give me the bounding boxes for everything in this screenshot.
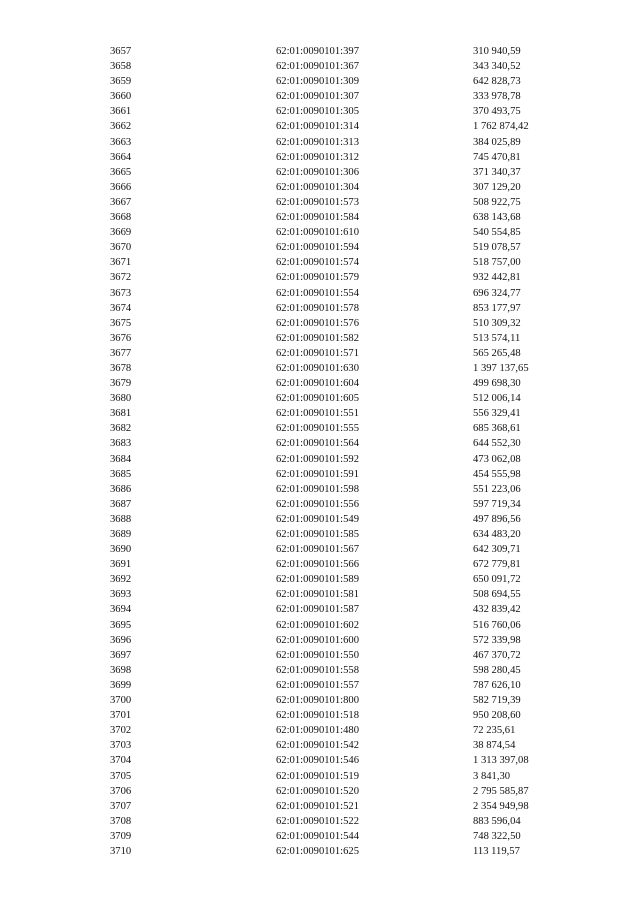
table-row xyxy=(0,406,640,421)
cadastral-value: 508 694,55 xyxy=(473,589,521,601)
cadastral-value: 787 626,10 xyxy=(473,679,521,691)
cadastral-number: 62:01:0090101:592 xyxy=(276,453,359,465)
table-row xyxy=(0,391,640,406)
cadastral-value: 310 940,59 xyxy=(473,46,521,57)
cadastral-value: 513 574,11 xyxy=(473,332,521,344)
cadastral-value: 473 062,08 xyxy=(473,453,521,465)
row-number: 3695 xyxy=(110,619,132,631)
cadastral-value: 343 340,52 xyxy=(473,61,521,73)
cadastral-number: 62:01:0090101:313 xyxy=(276,136,359,148)
cadastral-value: 432 839,42 xyxy=(473,604,521,616)
table-row xyxy=(0,210,640,225)
cadastral-value: 551 223,06 xyxy=(473,483,521,495)
table-row xyxy=(0,708,640,723)
table-row xyxy=(0,602,640,617)
row-number: 3665 xyxy=(110,166,132,178)
row-number: 3671 xyxy=(110,257,132,269)
table-row xyxy=(0,331,640,346)
cadastral-value: 572 339,98 xyxy=(473,634,521,646)
cadastral-number: 62:01:0090101:520 xyxy=(276,785,359,797)
cadastral-number: 62:01:0090101:521 xyxy=(276,800,359,812)
cadastral-value: 672 779,81 xyxy=(473,559,521,571)
table-row xyxy=(0,527,640,542)
cadastral-number: 62:01:0090101:312 xyxy=(276,151,359,163)
table-row xyxy=(0,542,640,557)
cadastral-number: 62:01:0090101:581 xyxy=(276,589,359,601)
cadastral-value: 371 340,37 xyxy=(473,166,521,178)
table-row xyxy=(0,316,640,331)
table-row xyxy=(0,678,640,693)
cadastral-value: 696 324,77 xyxy=(473,287,521,299)
row-number: 3692 xyxy=(110,574,132,586)
cadastral-value: 512 006,14 xyxy=(473,393,521,405)
table-row xyxy=(0,587,640,602)
cadastral-value: 644 552,30 xyxy=(473,438,521,450)
cadastral-number: 62:01:0090101:551 xyxy=(276,408,359,420)
row-number: 3702 xyxy=(110,725,132,737)
table-row xyxy=(0,723,640,738)
cadastral-value: 634 483,20 xyxy=(473,529,521,540)
cadastral-value: 384 025,89 xyxy=(473,136,521,148)
cadastral-number: 62:01:0090101:307 xyxy=(276,91,359,103)
cadastral-number: 62:01:0090101:610 xyxy=(276,227,359,239)
row-number: 3666 xyxy=(110,181,132,193)
cadastral-value: 883 596,04 xyxy=(473,815,521,827)
row-number: 3698 xyxy=(110,664,132,676)
row-number: 3697 xyxy=(110,649,132,661)
table-row xyxy=(0,663,640,678)
cadastral-number: 62:01:0090101:573 xyxy=(276,196,359,208)
cadastral-number: 62:01:0090101:309 xyxy=(276,76,359,88)
cadastral-value: 685 368,61 xyxy=(473,423,521,435)
cadastral-number: 62:01:0090101:542 xyxy=(276,740,359,752)
cadastral-value: 370 493,75 xyxy=(473,106,521,118)
table-row xyxy=(0,286,640,301)
row-number: 3677 xyxy=(110,347,132,359)
cadastral-number: 62:01:0090101:571 xyxy=(276,347,359,359)
row-number: 3667 xyxy=(110,196,132,208)
cadastral-value: 519 078,57 xyxy=(473,242,521,254)
row-number: 3681 xyxy=(110,408,132,420)
table-row xyxy=(0,693,640,708)
row-number: 3676 xyxy=(110,332,132,344)
cadastral-number: 62:01:0090101:544 xyxy=(276,830,359,842)
table-row xyxy=(0,512,640,527)
cadastral-number: 62:01:0090101:582 xyxy=(276,332,359,344)
table-row xyxy=(0,844,640,859)
cadastral-value: 113 119,57 xyxy=(473,845,520,857)
cadastral-number: 62:01:0090101:518 xyxy=(276,710,359,722)
row-number: 3684 xyxy=(110,453,132,465)
cadastral-value: 508 922,75 xyxy=(473,196,521,208)
row-number: 3662 xyxy=(110,121,132,133)
cadastral-number: 62:01:0090101:314 xyxy=(276,121,359,133)
cadastral-number: 62:01:0090101:585 xyxy=(276,529,359,540)
table-row xyxy=(0,753,640,768)
table-row xyxy=(0,165,640,180)
table-row xyxy=(0,59,640,74)
cadastral-value: 38 874,54 xyxy=(473,740,516,752)
row-number: 3658 xyxy=(110,61,132,73)
row-number: 3670 xyxy=(110,242,132,254)
table-row xyxy=(0,814,640,829)
row-number: 3696 xyxy=(110,634,132,646)
cadastral-number: 62:01:0090101:519 xyxy=(276,770,359,782)
cadastral-value: 745 470,81 xyxy=(473,151,521,163)
row-number: 3700 xyxy=(110,695,132,707)
cadastral-number: 62:01:0090101:549 xyxy=(276,513,359,525)
table-row xyxy=(0,572,640,587)
table-row xyxy=(0,738,640,753)
table-row xyxy=(0,769,640,784)
row-number: 3680 xyxy=(110,393,132,405)
cadastral-number: 62:01:0090101:800 xyxy=(276,695,359,707)
cadastral-value: 510 309,32 xyxy=(473,317,521,329)
table-row xyxy=(0,784,640,799)
cadastral-number: 62:01:0090101:546 xyxy=(276,755,359,767)
cadastral-value: 638 143,68 xyxy=(473,212,521,224)
row-number: 3679 xyxy=(110,378,132,390)
cadastral-value: 333 978,78 xyxy=(473,91,521,103)
cadastral-value: 307 129,20 xyxy=(473,181,521,193)
cadastral-value: 853 177,97 xyxy=(473,302,521,314)
table-row xyxy=(0,225,640,240)
cadastral-number: 62:01:0090101:558 xyxy=(276,664,359,676)
cadastral-value: 932 442,81 xyxy=(473,272,521,284)
cadastral-number: 62:01:0090101:602 xyxy=(276,619,359,631)
table-row xyxy=(0,799,640,814)
table-row xyxy=(0,135,640,150)
cadastral-number: 62:01:0090101:589 xyxy=(276,574,359,586)
row-number: 3663 xyxy=(110,136,132,148)
cadastral-number: 62:01:0090101:579 xyxy=(276,272,359,284)
cadastral-number: 62:01:0090101:367 xyxy=(276,61,359,73)
table-row xyxy=(0,452,640,467)
cadastral-value: 950 208,60 xyxy=(473,710,521,722)
cadastral-number: 62:01:0090101:604 xyxy=(276,378,359,390)
table-row xyxy=(0,74,640,89)
table-row xyxy=(0,44,640,59)
cadastral-number: 62:01:0090101:584 xyxy=(276,212,359,224)
cadastral-number: 62:01:0090101:522 xyxy=(276,815,359,827)
table-row xyxy=(0,618,640,633)
table-row xyxy=(0,180,640,195)
table-row xyxy=(0,195,640,210)
cadastral-number: 62:01:0090101:554 xyxy=(276,287,359,299)
table-row xyxy=(0,467,640,482)
cadastral-value: 1 313 397,08 xyxy=(473,755,529,767)
cadastral-value: 642 309,71 xyxy=(473,544,521,556)
cadastral-value: 598 280,45 xyxy=(473,664,521,676)
row-number: 3707 xyxy=(110,800,132,812)
cadastral-number: 62:01:0090101:600 xyxy=(276,634,359,646)
row-number: 3675 xyxy=(110,317,132,329)
row-number: 3703 xyxy=(110,740,132,752)
row-number: 3690 xyxy=(110,544,132,556)
cadastral-value: 565 265,48 xyxy=(473,347,521,359)
cadastral-value: 650 091,72 xyxy=(473,574,521,586)
cadastral-value: 1 397 137,65 xyxy=(473,362,529,374)
table-row xyxy=(0,557,640,572)
cadastral-value: 518 757,00 xyxy=(473,257,521,269)
table-row xyxy=(0,633,640,648)
row-number: 3682 xyxy=(110,423,132,435)
cadastral-value: 642 828,73 xyxy=(473,76,521,88)
cadastral-value: 540 554,85 xyxy=(473,227,521,239)
table-row xyxy=(0,829,640,844)
cadastral-value: 499 698,30 xyxy=(473,378,521,390)
row-number: 3709 xyxy=(110,830,132,842)
row-number: 3660 xyxy=(110,91,132,103)
table-row xyxy=(0,89,640,104)
row-number: 3678 xyxy=(110,362,132,374)
cadastral-number: 62:01:0090101:576 xyxy=(276,317,359,329)
cadastral-number: 62:01:0090101:625 xyxy=(276,845,359,857)
row-number: 3669 xyxy=(110,227,132,239)
cadastral-number: 62:01:0090101:630 xyxy=(276,362,359,374)
cadastral-value: 3 841,30 xyxy=(473,770,511,782)
row-number: 3694 xyxy=(110,604,132,616)
cadastral-number: 62:01:0090101:598 xyxy=(276,483,359,495)
table-row xyxy=(0,301,640,316)
cadastral-value: 556 329,41 xyxy=(473,408,521,420)
row-number: 3687 xyxy=(110,498,132,510)
table-row xyxy=(0,421,640,436)
cadastral-value: 748 322,50 xyxy=(473,830,521,842)
table-row xyxy=(0,119,640,134)
row-number: 3674 xyxy=(110,302,132,314)
row-number: 3659 xyxy=(110,76,132,88)
row-number: 3672 xyxy=(110,272,132,284)
cadastral-number: 62:01:0090101:587 xyxy=(276,604,359,616)
table-row xyxy=(0,436,640,451)
row-number: 3657 xyxy=(110,46,132,57)
row-number: 3693 xyxy=(110,589,132,601)
cadastral-number: 62:01:0090101:591 xyxy=(276,468,359,480)
row-number: 3691 xyxy=(110,559,132,571)
table-row xyxy=(0,104,640,119)
row-number: 3704 xyxy=(110,755,132,767)
cadastral-value: 1 762 874,42 xyxy=(473,121,529,133)
row-number: 3710 xyxy=(110,845,132,857)
table-row xyxy=(0,255,640,270)
cadastral-number: 62:01:0090101:397 xyxy=(276,46,359,57)
cadastral-value: 72 235,61 xyxy=(473,725,516,737)
cadastral-value: 454 555,98 xyxy=(473,468,521,480)
cadastral-number: 62:01:0090101:567 xyxy=(276,544,359,556)
cadastral-number: 62:01:0090101:578 xyxy=(276,302,359,314)
row-number: 3685 xyxy=(110,468,132,480)
row-number: 3664 xyxy=(110,151,132,163)
row-number: 3705 xyxy=(110,770,132,782)
table-row xyxy=(0,497,640,512)
row-number: 3706 xyxy=(110,785,132,797)
cadastral-value: 516 760,06 xyxy=(473,619,521,631)
row-number: 3686 xyxy=(110,483,132,495)
cadastral-value: 582 719,39 xyxy=(473,695,521,707)
cadastral-number: 62:01:0090101:556 xyxy=(276,498,359,510)
cadastral-number: 62:01:0090101:304 xyxy=(276,181,359,193)
cadastral-value: 2 795 585,87 xyxy=(473,785,529,797)
cadastral-number: 62:01:0090101:306 xyxy=(276,166,359,178)
table-row xyxy=(0,346,640,361)
cadastral-number: 62:01:0090101:574 xyxy=(276,257,359,269)
cadastral-number: 62:01:0090101:605 xyxy=(276,393,359,405)
table-row xyxy=(0,270,640,285)
row-number: 3699 xyxy=(110,679,132,691)
cadastral-value: 467 370,72 xyxy=(473,649,521,661)
cadastral-number: 62:01:0090101:555 xyxy=(276,423,359,435)
table-row xyxy=(0,150,640,165)
cadastral-number: 62:01:0090101:305 xyxy=(276,106,359,118)
cadastral-number: 62:01:0090101:566 xyxy=(276,559,359,571)
cadastral-table xyxy=(0,44,640,859)
row-number: 3689 xyxy=(110,529,132,540)
cadastral-number: 62:01:0090101:564 xyxy=(276,438,359,450)
row-number: 3668 xyxy=(110,212,132,224)
row-number: 3701 xyxy=(110,710,132,722)
cadastral-value: 497 896,56 xyxy=(473,513,521,525)
table-row xyxy=(0,240,640,255)
row-number: 3661 xyxy=(110,106,132,118)
cadastral-value: 2 354 949,98 xyxy=(473,800,529,812)
row-number: 3708 xyxy=(110,815,132,827)
table-row xyxy=(0,648,640,663)
cadastral-number: 62:01:0090101:480 xyxy=(276,725,359,737)
table-row xyxy=(0,482,640,497)
cadastral-value: 597 719,34 xyxy=(473,498,521,510)
row-number: 3688 xyxy=(110,513,132,525)
table-row xyxy=(0,376,640,391)
row-number: 3683 xyxy=(110,438,132,450)
table-row xyxy=(0,361,640,376)
cadastral-number: 62:01:0090101:557 xyxy=(276,679,359,691)
cadastral-number: 62:01:0090101:550 xyxy=(276,649,359,661)
row-number: 3673 xyxy=(110,287,132,299)
cadastral-number: 62:01:0090101:594 xyxy=(276,242,359,254)
